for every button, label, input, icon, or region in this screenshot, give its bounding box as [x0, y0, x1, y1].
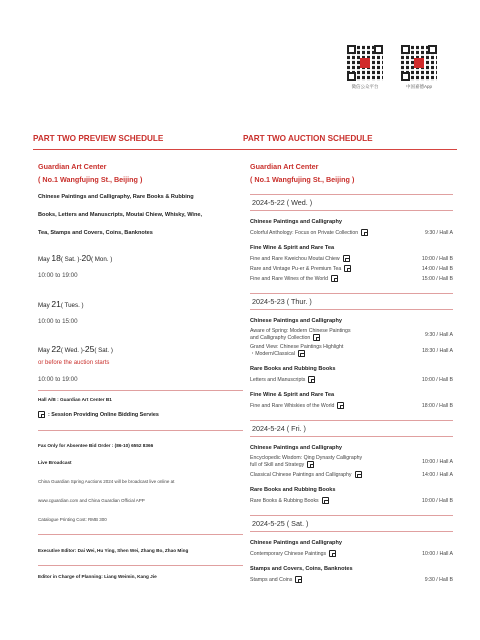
session-name-line: Stamps and Coins [250, 576, 293, 583]
session-name [250, 403, 334, 409]
online-bidding-icon [295, 576, 302, 583]
session-name-line: Colorful Anthology: Focus on Private Collection [250, 229, 359, 236]
session-name-line: Rare Books & Rubbing Books [250, 497, 319, 504]
session-name-line [250, 334, 351, 341]
session-name-wrap [250, 576, 302, 583]
planning-editors: Editor in Charge of Planning: Liang Weimin, Kang Jie [38, 574, 157, 579]
session-time-hall: 10:00 / Hall B [421, 497, 453, 504]
auction-category: Fine Wine & Spirit and Rare Tea [250, 245, 335, 251]
session-time-hall: 18:30 / Hall A [422, 347, 453, 354]
preview-note: or before the auction starts [38, 360, 110, 366]
session-name [250, 551, 326, 557]
session-name [250, 256, 340, 262]
session-time-hall: 10:00 / Hall B [421, 255, 453, 262]
session-name-line: Aware of Spring: Modern Chinese Paintings [250, 328, 351, 334]
session-name [250, 577, 292, 583]
session-name-line: Grand View: Chinese Paintings Highlight [250, 344, 344, 350]
session-name [250, 498, 319, 504]
session-name [250, 472, 352, 478]
hall-info: Hall A/B : Guardian Art Center B1 [38, 397, 112, 402]
online-bidding-icon [344, 265, 351, 272]
auction-session-row[interactable] [250, 402, 453, 409]
online-bidding-icon [308, 376, 315, 383]
preview-time: 10:00 to 15:00 [38, 318, 78, 325]
auction-category: Rare Books and Rubbing Books [250, 366, 336, 372]
auction-category: Stamps and Covers, Coins, Banknotes [250, 566, 353, 572]
preview-date: May 22( Wed. )-25( Sat. ) [38, 344, 113, 354]
session-time-hall: 18:00 / Hall B [421, 402, 453, 409]
session-name-wrap [250, 344, 343, 357]
session-name-line: Contemporary Chinese Paintings [250, 550, 327, 557]
auction-session-row[interactable] [250, 455, 453, 468]
preview-date-day: 22 [51, 344, 61, 354]
session-name-line: Letters and Manuscripts [250, 376, 306, 383]
session-name-sub: and Calligraphy Collection [250, 334, 311, 341]
session-name [250, 344, 343, 357]
online-bidding-icon [361, 229, 368, 236]
session-name-wrap [250, 376, 315, 383]
preview-title: PART TWO PREVIEW SCHEDULE [33, 134, 247, 150]
session-name-wrap [250, 455, 362, 468]
session-name-wrap [250, 275, 338, 282]
session-time-hall: 14:00 / Hall A [422, 471, 453, 478]
preview-venue-address: ( No.1 Wangfujing St., Beijing ) [38, 175, 143, 184]
session-time-hall: 9:30 / Hall A [425, 331, 453, 338]
auction-session-row[interactable] [250, 229, 453, 236]
online-bidding-icon [343, 255, 350, 262]
session-name [250, 328, 351, 341]
auction-session-row[interactable] [250, 344, 453, 357]
online-bidding-icon [329, 550, 336, 557]
session-name-line [250, 461, 362, 468]
session-name-line: Fine and Rare Wines of the World [250, 275, 329, 282]
qr-code-icon [347, 45, 383, 81]
session-name-line: Fine and Rare Whiskies of the World [250, 402, 335, 409]
online-bidding-note [38, 411, 243, 418]
session-name-sub: full of Skill and Strategy [250, 461, 305, 468]
divider [38, 534, 243, 535]
session-name-wrap [250, 471, 362, 478]
session-time-hall: 15:00 / Hall B [421, 275, 453, 282]
online-bidding-text: : Session Providing Online Bidding Servies [48, 411, 159, 418]
preview-category-line: Books, Letters and Manuscripts, Moutai Chiew, Whisky, Wine, [38, 212, 203, 218]
session-time-hall: 10:00 / Hall A [422, 458, 453, 465]
auction-session-row[interactable] [250, 471, 453, 478]
auction-category: Chinese Paintings and Calligraphy [250, 318, 343, 324]
preview-date-day: 25 [84, 344, 95, 354]
online-bidding-icon [337, 402, 344, 409]
online-bidding-icon [307, 461, 314, 468]
preview-time: 10:00 to 19:00 [38, 272, 78, 279]
preview-time: 10:00 to 19:00 [38, 376, 78, 383]
auction-session-row[interactable] [250, 275, 453, 282]
preview-date-day: 21 [51, 299, 61, 309]
auction-venue-name: Guardian Art Center [250, 162, 319, 171]
online-bidding-icon [298, 350, 305, 357]
live-broadcast-text: China Guardian Spring Auctions 2024 will be broadcast live online at [38, 479, 175, 484]
session-time-hall: 14:00 / Hall B [421, 265, 453, 272]
auction-date: 2024-5-23 ( Thur. ) [250, 293, 453, 310]
session-name [250, 377, 305, 383]
qr-wechat[interactable] [345, 45, 385, 90]
divider [38, 430, 243, 431]
session-time-hall: 9:30 / Hall A [425, 229, 453, 236]
session-time-hall: 10:00 / Hall B [421, 376, 453, 383]
online-bidding-icon [38, 411, 45, 418]
online-bidding-icon [331, 275, 338, 282]
session-name-line: Fine and Rare Kweichou Moutai Chiew [250, 255, 340, 262]
auction-session-row[interactable] [250, 497, 453, 504]
session-name [250, 266, 341, 272]
auction-category: Fine Wine & Spirit and Rare Tea [250, 392, 335, 398]
session-name [250, 455, 362, 468]
auction-session-row[interactable] [250, 265, 453, 272]
auction-category: Chinese Paintings and Calligraphy [250, 219, 343, 225]
session-name-wrap [250, 550, 336, 557]
auction-title: PART TWO AUCTION SCHEDULE [243, 134, 457, 150]
preview-date: May 18( Sat. )-20( Mon. ) [38, 253, 113, 263]
session-name-sub: ・Modern/Classical [250, 350, 295, 357]
executive-editors: Executive Editor: Dai Wei, Hu Ying, Shen Wei, Zhang Bo, Zhao Ming [38, 548, 189, 553]
divider [38, 390, 243, 391]
qr-app-label: 中国嘉德App [405, 84, 432, 89]
session-name-line [250, 350, 343, 357]
divider [38, 565, 243, 566]
live-broadcast-sites: www.cguardian.com and China Guardian Official APP [38, 498, 145, 503]
preview-category-line: Chinese Paintings and Calligraphy, Rare Books & Rubbing [38, 194, 194, 200]
session-name [250, 230, 358, 236]
preview-date: May 21( Tues. ) [38, 299, 84, 309]
live-broadcast-title: Live Broadcast [38, 460, 72, 465]
qr-code-icon [401, 45, 437, 81]
session-name-line: Classical Chinese Paintings and Calligraphy [250, 471, 352, 478]
auction-session-row[interactable] [250, 376, 453, 383]
auction-category: Chinese Paintings and Calligraphy [250, 540, 343, 546]
session-name-wrap [250, 402, 344, 409]
auction-date: 2024-5-22 ( Wed. ) [250, 194, 453, 211]
preview-schedule [33, 134, 247, 579]
session-time-hall: 9:30 / Hall B [424, 576, 453, 583]
preview-date-day: 18 [51, 253, 61, 263]
session-name-wrap [250, 265, 351, 272]
qr-app[interactable] [399, 45, 439, 90]
session-name-line: Rare and Vintage Pu-er & Premium Tea [250, 265, 342, 272]
online-bidding-icon [322, 497, 329, 504]
auction-venue-address: ( No.1 Wangfujing St., Beijing ) [250, 175, 355, 184]
auction-date: 2024-5-24 ( Fri. ) [250, 420, 453, 437]
session-name-wrap [250, 497, 329, 504]
session-name-wrap [250, 255, 350, 262]
auction-date: 2024-5-25 ( Sat. ) [250, 515, 453, 532]
auction-session-row[interactable] [250, 328, 453, 341]
session-name-wrap [250, 229, 368, 236]
session-name-line: Encyclopedic Wisdom: Qing Dynasty Calligraphy [250, 455, 363, 461]
catalogue-cost: Catalogue Printing Cost: RMB 300 [38, 517, 107, 522]
fax-info: Fax Only for Absentee Bid Order : (86-10) 6552 8366 [38, 443, 154, 448]
preview-categories [38, 194, 243, 237]
session-name-wrap [250, 328, 351, 341]
online-bidding-icon [313, 334, 320, 341]
auction-session-row[interactable] [250, 550, 453, 557]
session-time-hall: 10:00 / Hall A [422, 550, 453, 557]
session-name [250, 276, 328, 282]
auction-category: Rare Books and Rubbing Books [250, 487, 336, 493]
qr-wechat-label: 微信公众平台 [351, 84, 379, 89]
preview-venue-name: Guardian Art Center [38, 162, 107, 171]
online-bidding-icon [355, 471, 362, 478]
auction-schedule [243, 134, 457, 583]
preview-date-day: 20 [81, 253, 91, 263]
auction-category: Chinese Paintings and Calligraphy [250, 445, 343, 451]
auction-session-row[interactable] [250, 576, 453, 583]
auction-session-row[interactable] [250, 255, 453, 262]
preview-category-line: Tea, Stamps and Covers, Coins, Banknotes [38, 230, 153, 236]
